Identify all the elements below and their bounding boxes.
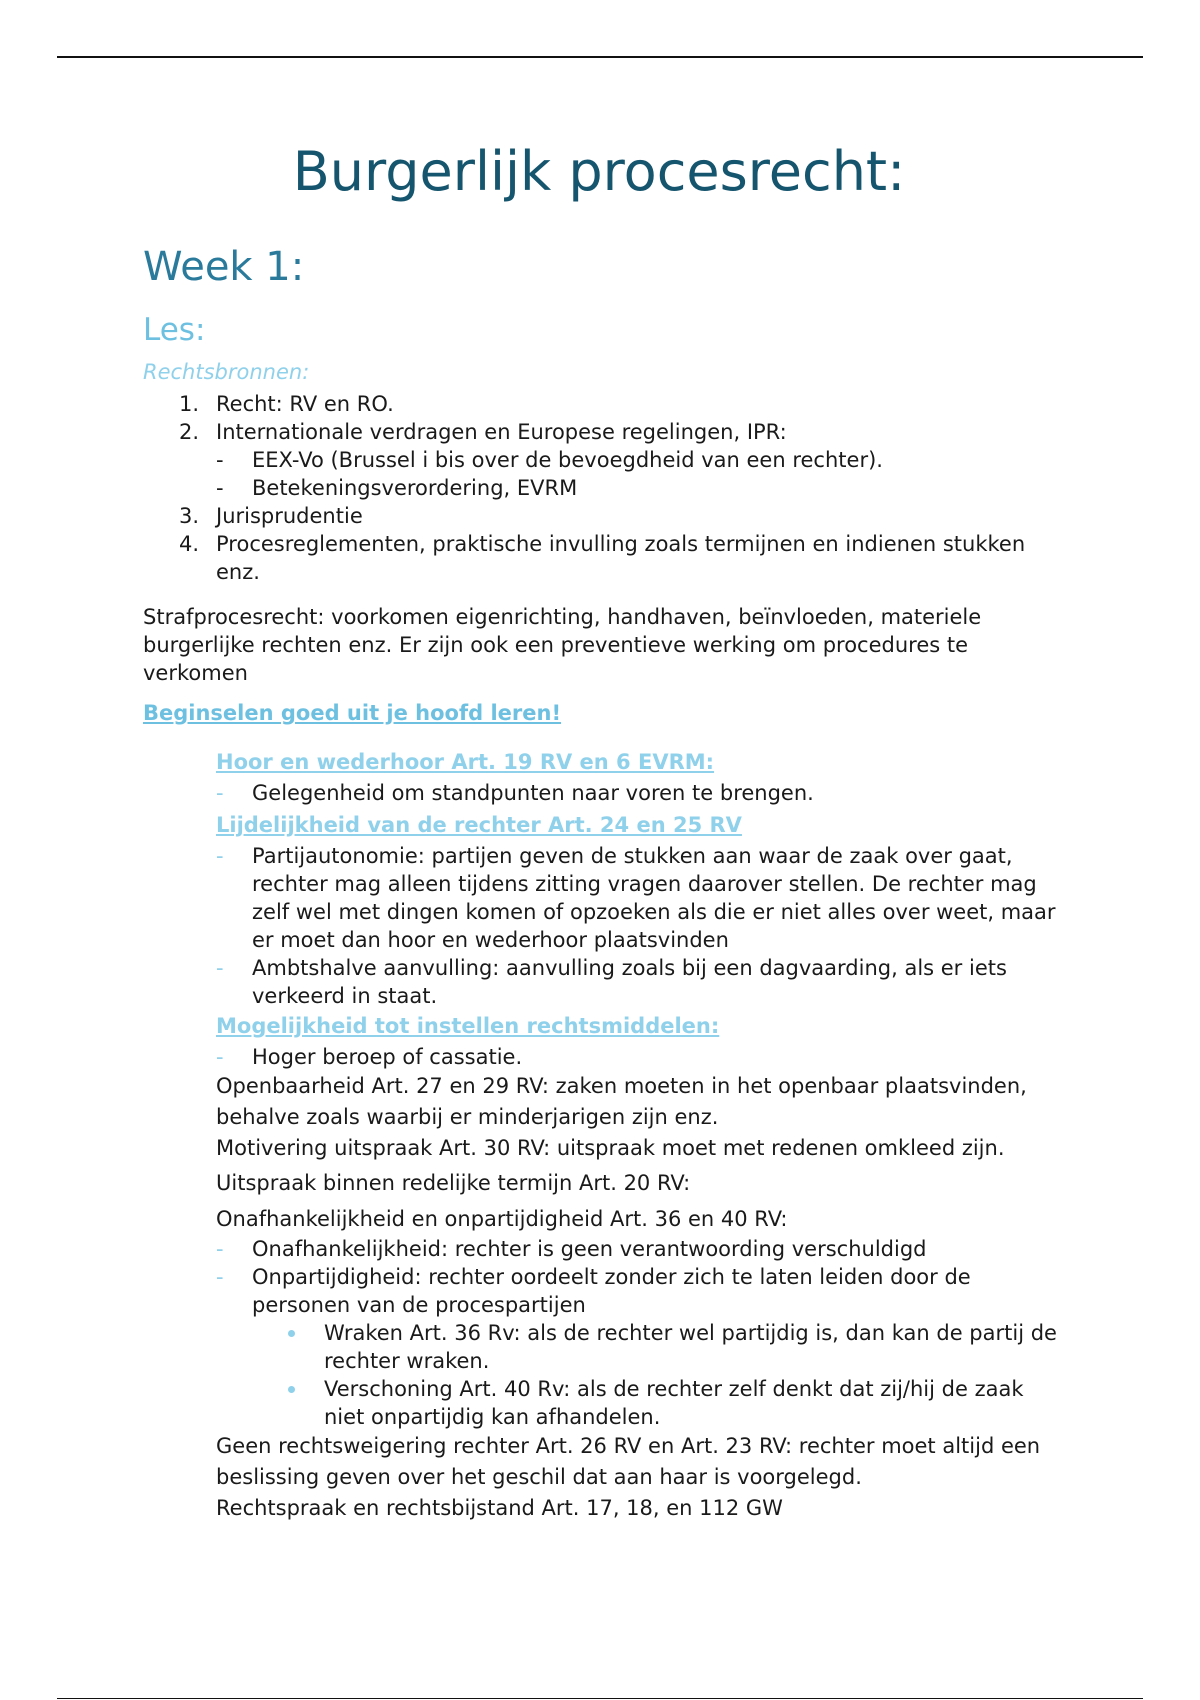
page-title: Burgerlijk procesrecht: (292, 140, 906, 203)
list-item: - Ambtshalve aanvulling: aanvulling zoals bij een dagvaarding, als er iets verkeerd in staat. (216, 956, 1007, 1008)
sub-list (216, 446, 1043, 502)
onpartijdigheid-sub-list (288, 1319, 1066, 1431)
list-item: - Partijautonomie: partijen geven de stukken aan waar de zaak over gaat, rechter mag alleen tijdens zitting vragen daarover stellen. De rechter mag zelf wel met dingen komen of opzoeken als die er niet alles over weet, maar er moet dan hoor en wederhoor plaatsvinden (216, 844, 1056, 952)
list-item: 3. Jurisprudentie (179, 504, 363, 528)
openbaarheid-paragraph: Openbaarheid Art. 27 en 29 RV: zaken moeten in het openbaar plaatsvinden, behalve zoals waarbij er minderjarigen zijn enz. (216, 1074, 1027, 1129)
mogelijkheid-heading: Mogelijkheid tot instellen rechtsmiddelen: (216, 1014, 720, 1038)
rechtsbronnen-heading: Rechtsbronnen: (143, 360, 310, 384)
rechtspraak-paragraph: Rechtspraak en rechtsbijstand Art. 17, 18, en 112 GW (216, 1496, 783, 1520)
motivering-paragraph: Motivering uitspraak Art. 30 RV: uitspraak moet met redenen omkleed zijn. (216, 1136, 1005, 1160)
list-item: 2. Internationale verdragen en Europese regelingen, IPR: - EEX-Vo (Brussel i bis over de bevoegdheid van een rechter). - Betekeningsverordering, EVRM (143, 418, 1043, 502)
onafhankelijkheid-heading: Onafhankelijkheid en onpartijdigheid Art. 36 en 40 RV: (216, 1207, 788, 1231)
mogelijkheid-list (216, 1043, 1066, 1071)
lijdelijkheid-list (216, 842, 1066, 1010)
rechtsweigering-paragraph: Geen rechtsweigering rechter Art. 26 RV en Art. 23 RV: rechter moet altijd een beslissing geven over het geschil dat aan haar is voorgelegd. (216, 1434, 1041, 1489)
sub-list-item: Wraken Art. 36 Rv: als de rechter wel partijdig is, dan kan de partij de rechter wraken. (288, 1319, 1066, 1375)
uitspraak-paragraph: Uitspraak binnen redelijke termijn Art. 20 RV: (216, 1171, 691, 1195)
list-item: - Hoger beroep of cassatie. (216, 1045, 523, 1069)
sub-list-item: - Betekeningsverordering, EVRM (216, 476, 578, 500)
onafhankelijkheid-list (216, 1235, 1066, 1319)
top-rule (57, 56, 1143, 58)
beginselen-heading: Beginselen goed uit je hoofd leren! (143, 701, 562, 725)
principles-section (216, 748, 1066, 1524)
hoor-list (216, 779, 1066, 807)
strafprocesrecht-paragraph: Strafprocesrecht: voorkomen eigenrichting, handhaven, beïnvloeden, materiele burgerlijke rechten enz. Er zijn ook een preventieve werking om procedures te verkomen (143, 605, 982, 685)
les-heading: Les: (143, 312, 206, 348)
list-item: - Onpartijdigheid: rechter oordeelt zonder zich te laten leiden door de personen van de procespartijen (216, 1265, 971, 1317)
week-heading: Week 1: (143, 244, 305, 290)
sub-list-item: Verschoning Art. 40 Rv: als de rechter zelf denkt dat zij/hij de zaak niet onpartijdig kan afhandelen. (288, 1375, 1066, 1431)
list-item: - Onafhankelijkheid: rechter is geen verantwoording verschuldigd (216, 1237, 927, 1261)
bottom-rule (57, 1698, 1143, 1699)
list-item: 1. Recht: RV en RO. (179, 392, 394, 416)
list-item: 4. Procesreglementen, praktische invulling zoals termijnen en indienen stukken enz. (179, 532, 1026, 584)
sources-list (143, 390, 1043, 586)
lijdelijkheid-heading: Lijdelijkheid van de rechter Art. 24 en 25 RV (216, 813, 742, 837)
hoor-heading: Hoor en wederhoor Art. 19 RV en 6 EVRM: (216, 750, 715, 774)
bullet-icon (288, 1330, 295, 1337)
sub-list-item: - EEX-Vo (Brussel i bis over de bevoegdheid van een rechter). (216, 448, 883, 472)
bullet-icon (288, 1386, 295, 1393)
list-item: - Gelegenheid om standpunten naar voren te brengen. (216, 781, 814, 805)
